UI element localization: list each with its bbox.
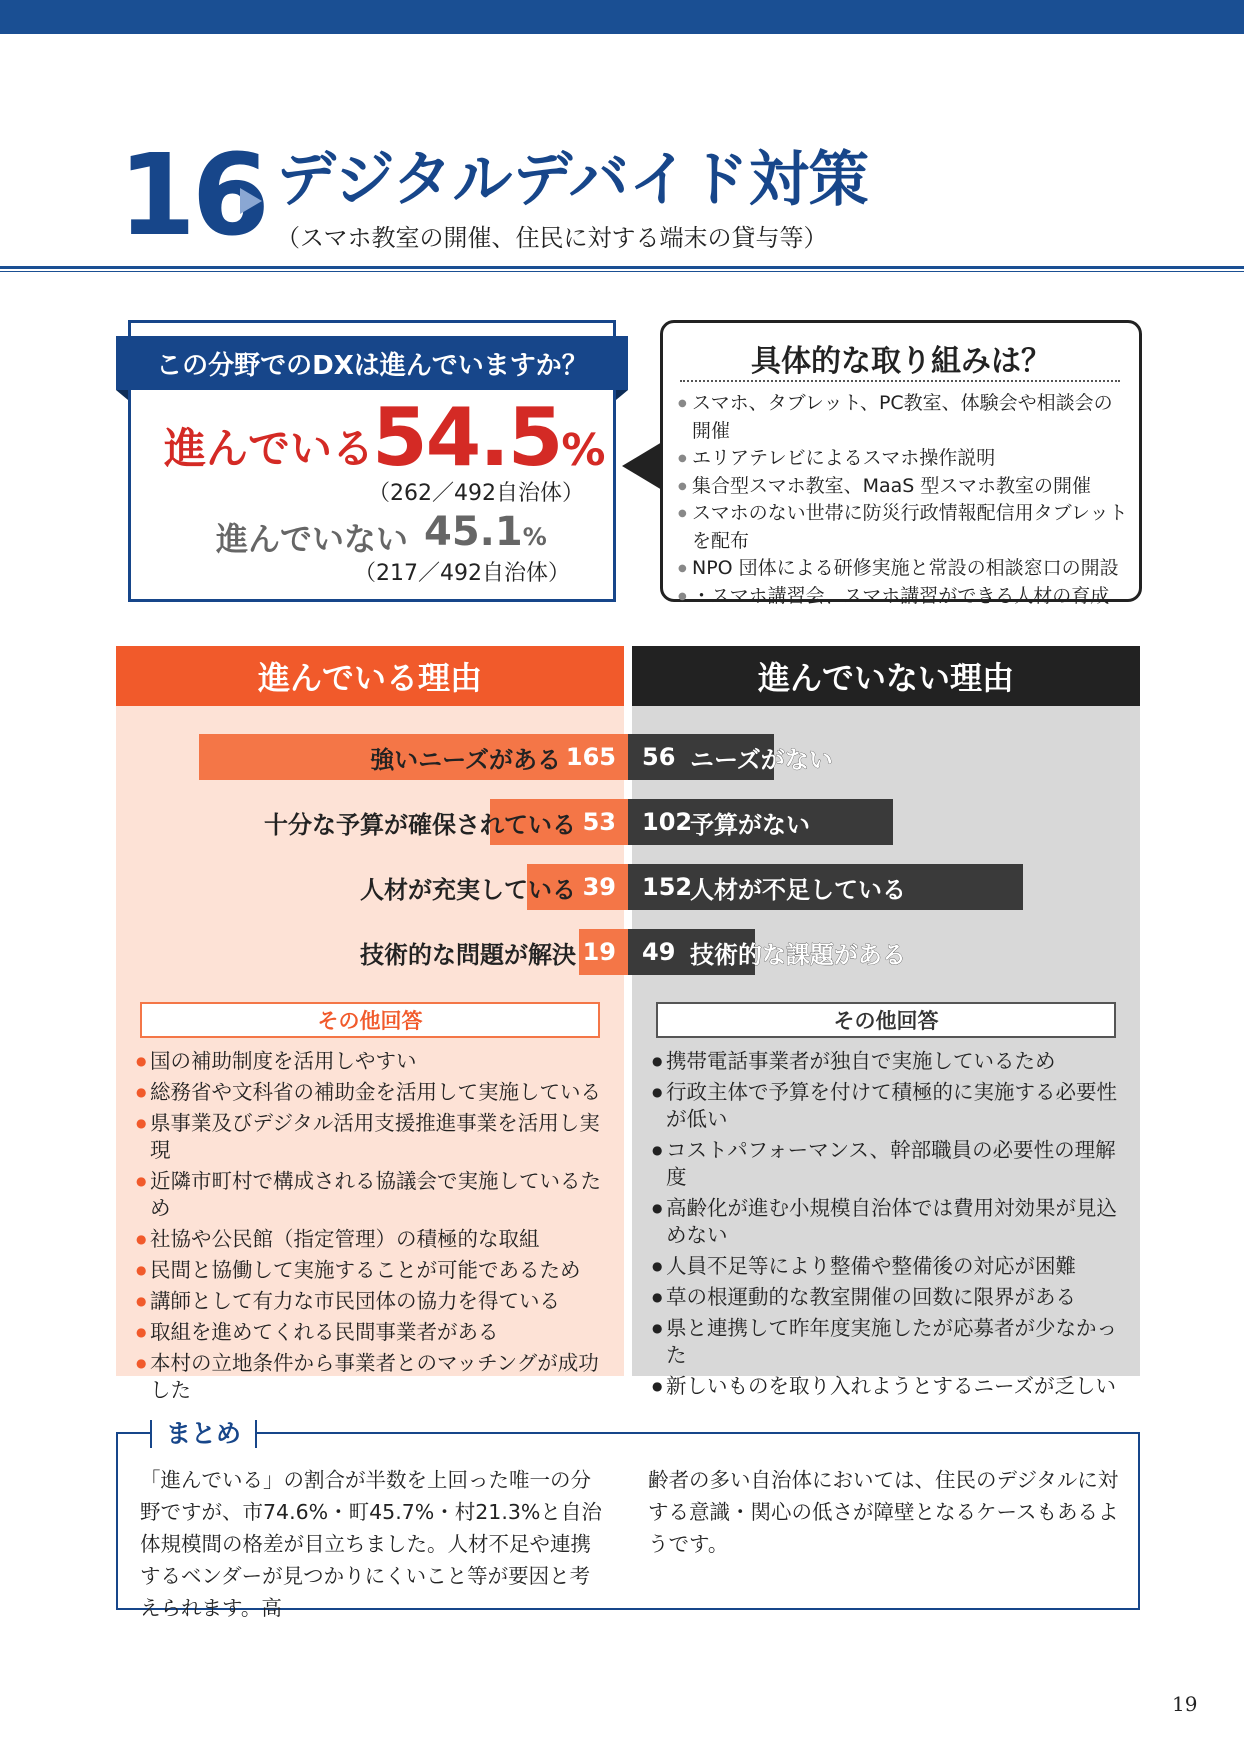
initiative-item: ● エリアテレビによるスマホ操作説明 bbox=[678, 445, 1128, 473]
list-item: ● 県と連携して昨年度実施したが応募者が少なかった bbox=[652, 1315, 1122, 1369]
summary-title: まとめ bbox=[150, 1414, 257, 1450]
list-item: ● コストパフォーマンス、幹部職員の必要性の理解度 bbox=[652, 1137, 1122, 1191]
progress-no-percent bbox=[424, 510, 547, 554]
progress-yes-label: 進んでいる bbox=[164, 424, 375, 473]
no-progress-bar-value: 152 bbox=[642, 873, 693, 901]
page-number: 19 bbox=[1172, 1692, 1198, 1716]
no-progress-bar-label: 技術的な課題がある bbox=[690, 940, 906, 969]
progress-reasons-header: 進んでいる理由 bbox=[116, 646, 624, 706]
no-progress-other-answers-title: その他回答 bbox=[656, 1002, 1116, 1038]
list-item: ● 近隣市町村で構成される協議会で実施しているため bbox=[136, 1168, 606, 1222]
progress-bar-value: 165 bbox=[565, 743, 616, 771]
progress-yes-percent bbox=[372, 391, 606, 484]
list-item: ● 民間と協働して実施することが可能であるため bbox=[136, 1257, 606, 1284]
progress-no-count: （217／492自治体） bbox=[354, 561, 570, 586]
progress-bar-label: 強いニーズがある bbox=[370, 745, 561, 774]
list-item: ● 取組を進めてくれる民間事業者がある bbox=[136, 1319, 606, 1346]
list-item: ● 本村の立地条件から事業者とのマッチングが成功した bbox=[136, 1350, 606, 1404]
list-item: ● 講師として有力な市民団体の協力を得ている bbox=[136, 1288, 606, 1315]
header-rule-thin bbox=[0, 271, 1244, 272]
initiatives-dotted-rule bbox=[680, 380, 1120, 382]
summary-text-col1: 「進んでいる」の割合が半数を上回った唯一の分野ですが、市74.6%・町45.7%・村21.3%と自治体規模間の格差が目立ちました。人材不足や連携するベンダーが見つかりにくいこと等が要因と考えられます。高 bbox=[140, 1468, 602, 1620]
progress-no-value: 45.1 bbox=[424, 509, 523, 555]
section-number: 16 bbox=[118, 131, 266, 261]
initiative-item: ● NPO 団体による研修実施と常設の相談窓口の開設 bbox=[678, 555, 1128, 583]
progress-no-label: 進んでいない bbox=[216, 520, 409, 558]
no-progress-bar-value: 56 bbox=[642, 743, 676, 771]
progress-bar-value: 19 bbox=[582, 938, 616, 966]
progress-bar-value: 39 bbox=[582, 873, 616, 901]
progress-bar-label: 人材が充実している bbox=[360, 875, 576, 904]
progress-yes-value: 54.5 bbox=[372, 391, 562, 484]
initiative-item: ● スマホのない世帯に防災行政情報配信用タブレットを配布 bbox=[678, 500, 1128, 555]
top-band bbox=[0, 0, 1244, 34]
no-progress-bar-label: 予算がない bbox=[690, 810, 810, 839]
list-item: ● 県事業及びデジタル活用支援推進事業を活用し実現 bbox=[136, 1110, 606, 1164]
progress-bar-value: 53 bbox=[582, 808, 616, 836]
initiative-item: ● ・スマホ講習会、スマホ講習ができる人材の育成 bbox=[678, 583, 1128, 611]
progress-other-answers-title: その他回答 bbox=[140, 1002, 600, 1038]
no-progress-bar-value: 102 bbox=[642, 808, 693, 836]
no-progress-bar-value: 49 bbox=[642, 938, 676, 966]
list-item: ● 国の補助制度を活用しやすい bbox=[136, 1048, 606, 1075]
progress-bar-label: 技術的な問題が解決 bbox=[360, 940, 576, 969]
progress-yes-unit: % bbox=[561, 425, 606, 476]
no-progress-bar-label: ニーズがない bbox=[690, 745, 833, 774]
no-progress-bar-label: 人材が不足している bbox=[690, 875, 906, 904]
list-item: ● 行政主体で予算を付けて積極的に実施する必要性が低い bbox=[652, 1079, 1122, 1133]
progress-yes-count: （262／492自治体） bbox=[368, 481, 584, 506]
list-item: ● 新しいものを取り入れようとするニーズが乏しい bbox=[652, 1373, 1122, 1400]
progress-no-unit: % bbox=[522, 523, 547, 551]
list-item: ● 草の根運動的な教室開催の回数に限界がある bbox=[652, 1284, 1122, 1311]
list-item: ● 携帯電話事業者が独自で実施しているため bbox=[652, 1048, 1122, 1075]
section-arrow-icon bbox=[240, 188, 262, 214]
list-item: ● 社協や公民館（指定管理）の積極的な取組 bbox=[136, 1226, 606, 1253]
list-item: ● 人員不足等により整備や整備後の対応が困難 bbox=[652, 1253, 1122, 1280]
section-title: デジタルデバイド対策 bbox=[276, 145, 869, 215]
banner-fold-left bbox=[116, 390, 128, 400]
banner-fold-right bbox=[616, 390, 628, 400]
header-rule bbox=[0, 266, 1244, 269]
initiatives-list bbox=[678, 390, 1128, 610]
list-item: ● 総務省や文科省の補助金を活用して実施している bbox=[136, 1079, 606, 1106]
list-item: ● 高齢化が進む小規模自治体では費用対効果が見込めない bbox=[652, 1195, 1122, 1249]
dx-question-banner: この分野でのDXは進んでいますか？ bbox=[116, 336, 628, 390]
initiative-item: ● スマホ、タブレット、PC教室、体験会や相談会の開催 bbox=[678, 390, 1128, 445]
initiatives-title: 具体的な取り組みは？ bbox=[751, 344, 1051, 379]
pointer-triangle-icon bbox=[622, 442, 662, 490]
no-progress-other-answers-list bbox=[652, 1048, 1122, 1404]
summary-text-col2: 齢者の多い自治体においては、住民のデジタルに対する意識・関心の低さが障壁となるケースもあるようです。 bbox=[648, 1468, 1119, 1556]
progress-other-answers-list bbox=[136, 1048, 606, 1408]
section-subtitle: （スマホ教室の開催、住民に対する端末の貸与等） bbox=[276, 224, 828, 252]
progress-bar-label: 十分な予算が確保されている bbox=[264, 810, 576, 839]
no-progress-reasons-header: 進んでいない理由 bbox=[632, 646, 1140, 706]
initiative-item: ● 集合型スマホ教室、MaaS 型スマホ教室の開催 bbox=[678, 473, 1128, 501]
